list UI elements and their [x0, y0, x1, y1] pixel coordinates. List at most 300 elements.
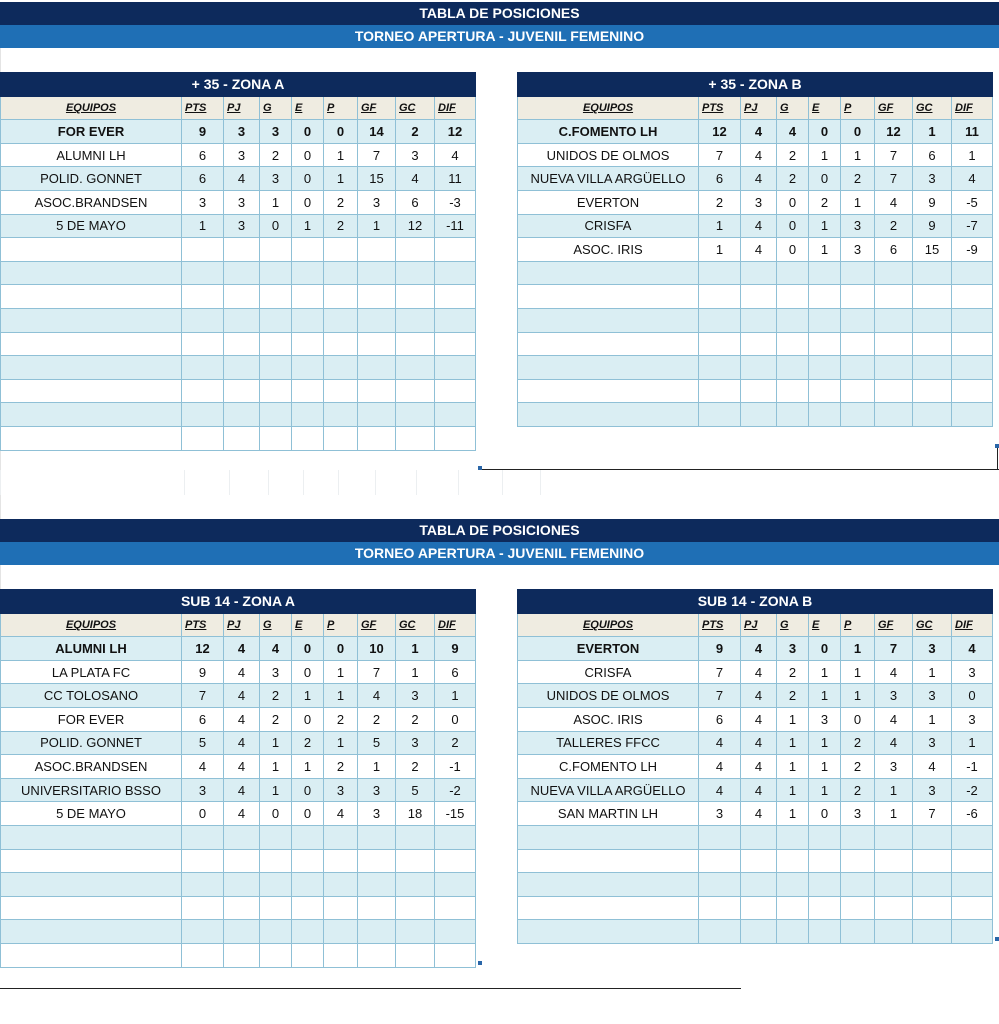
- cell-e[interactable]: [292, 943, 324, 967]
- cell-gc[interactable]: 2: [396, 120, 435, 144]
- cell-team[interactable]: ASOC. IRIS: [518, 238, 699, 262]
- cell-gc[interactable]: [913, 873, 952, 897]
- cell-p[interactable]: [324, 825, 358, 849]
- cell-pj[interactable]: [741, 261, 777, 285]
- cell-pj[interactable]: [224, 403, 260, 427]
- cell-g[interactable]: 3: [260, 120, 292, 144]
- cell-g[interactable]: [777, 308, 809, 332]
- cell-pts[interactable]: 5: [182, 731, 224, 755]
- cell-p[interactable]: 1: [841, 660, 875, 684]
- cell-pj[interactable]: 4: [741, 778, 777, 802]
- cell-team[interactable]: EVERTON: [518, 637, 699, 661]
- cell-p[interactable]: 1: [324, 167, 358, 191]
- cell-g[interactable]: [777, 332, 809, 356]
- cell-dif[interactable]: [435, 308, 476, 332]
- cell-e[interactable]: [809, 379, 841, 403]
- cell-pts[interactable]: 7: [699, 143, 741, 167]
- cell-gf[interactable]: [358, 943, 396, 967]
- cell-g[interactable]: [777, 356, 809, 380]
- cell-team[interactable]: ASOC.BRANDSEN: [1, 755, 182, 779]
- cell-pts[interactable]: 1: [182, 214, 224, 238]
- cell-dif[interactable]: -9: [952, 238, 993, 262]
- cell-gc[interactable]: [913, 285, 952, 309]
- cell-dif[interactable]: 2: [435, 731, 476, 755]
- cell-pj[interactable]: 4: [741, 167, 777, 191]
- cell-g[interactable]: [260, 308, 292, 332]
- cell-gf[interactable]: [875, 308, 913, 332]
- cell-pts[interactable]: 1: [699, 214, 741, 238]
- cell-gf[interactable]: 7: [358, 660, 396, 684]
- cell-team[interactable]: [1, 308, 182, 332]
- cell-gc[interactable]: [396, 238, 435, 262]
- cell-team[interactable]: EVERTON: [518, 190, 699, 214]
- cell-p[interactable]: [324, 849, 358, 873]
- cell-e[interactable]: 0: [292, 167, 324, 191]
- column-header-pj[interactable]: PJ: [741, 613, 777, 637]
- cell-e[interactable]: [292, 238, 324, 262]
- cell-pj[interactable]: 4: [224, 731, 260, 755]
- cell-gf[interactable]: 14: [358, 120, 396, 144]
- cell-gc[interactable]: 3: [913, 731, 952, 755]
- cell-e[interactable]: 2: [292, 731, 324, 755]
- cell-gf[interactable]: [358, 403, 396, 427]
- cell-pj[interactable]: [741, 849, 777, 873]
- cell-gf[interactable]: 3: [358, 778, 396, 802]
- cell-gf[interactable]: [875, 403, 913, 427]
- cell-p[interactable]: [324, 379, 358, 403]
- cell-pts[interactable]: 3: [182, 778, 224, 802]
- cell-g[interactable]: 2: [777, 660, 809, 684]
- cell-team[interactable]: UNIVERSITARIO BSSO: [1, 778, 182, 802]
- cell-pts[interactable]: 7: [699, 660, 741, 684]
- cell-e[interactable]: [292, 873, 324, 897]
- cell-p[interactable]: [841, 849, 875, 873]
- cell-dif[interactable]: 6: [435, 660, 476, 684]
- cell-e[interactable]: 0: [292, 637, 324, 661]
- cell-gc[interactable]: [913, 379, 952, 403]
- column-header-e[interactable]: E: [292, 96, 324, 120]
- column-header-dif[interactable]: DIF: [952, 613, 993, 637]
- cell-dif[interactable]: [435, 379, 476, 403]
- cell-p[interactable]: [841, 896, 875, 920]
- cell-pts[interactable]: 12: [699, 120, 741, 144]
- column-header-pj[interactable]: PJ: [224, 613, 260, 637]
- cell-pts[interactable]: 6: [699, 707, 741, 731]
- cell-e[interactable]: 1: [809, 731, 841, 755]
- cell-team[interactable]: FOR EVER: [1, 120, 182, 144]
- cell-gc[interactable]: [396, 403, 435, 427]
- cell-gc[interactable]: [913, 896, 952, 920]
- cell-p[interactable]: 2: [324, 190, 358, 214]
- cell-pts[interactable]: 4: [699, 778, 741, 802]
- cell-pj[interactable]: [224, 379, 260, 403]
- cell-e[interactable]: 1: [292, 214, 324, 238]
- column-header-gf[interactable]: GF: [875, 96, 913, 120]
- cell-dif[interactable]: [952, 356, 993, 380]
- cell-gf[interactable]: 7: [875, 637, 913, 661]
- cell-g[interactable]: [260, 849, 292, 873]
- cell-pts[interactable]: [182, 238, 224, 262]
- cell-pj[interactable]: [224, 943, 260, 967]
- cell-pj[interactable]: 4: [224, 660, 260, 684]
- cell-pts[interactable]: 9: [182, 120, 224, 144]
- cell-team[interactable]: [1, 849, 182, 873]
- cell-p[interactable]: [324, 332, 358, 356]
- cell-gf[interactable]: [358, 308, 396, 332]
- cell-pts[interactable]: 9: [182, 660, 224, 684]
- cell-gc[interactable]: [396, 332, 435, 356]
- cell-pts[interactable]: [182, 308, 224, 332]
- cell-g[interactable]: [260, 920, 292, 944]
- cell-pts[interactable]: [182, 285, 224, 309]
- cell-p[interactable]: [324, 238, 358, 262]
- column-header-e[interactable]: E: [809, 613, 841, 637]
- cell-p[interactable]: [841, 285, 875, 309]
- cell-pts[interactable]: [182, 943, 224, 967]
- cell-g[interactable]: [260, 873, 292, 897]
- cell-pj[interactable]: [224, 285, 260, 309]
- cell-p[interactable]: [324, 356, 358, 380]
- cell-pts[interactable]: 1: [699, 238, 741, 262]
- cell-team[interactable]: [518, 379, 699, 403]
- cell-gf[interactable]: [358, 825, 396, 849]
- cell-g[interactable]: [260, 943, 292, 967]
- column-header-g[interactable]: G: [260, 96, 292, 120]
- cell-p[interactable]: 2: [324, 755, 358, 779]
- cell-gc[interactable]: [396, 379, 435, 403]
- cell-gf[interactable]: 1: [358, 214, 396, 238]
- cell-dif[interactable]: -3: [435, 190, 476, 214]
- cell-pj[interactable]: 3: [224, 190, 260, 214]
- cell-e[interactable]: [292, 308, 324, 332]
- cell-e[interactable]: [292, 849, 324, 873]
- column-header-gf[interactable]: GF: [875, 613, 913, 637]
- cell-dif[interactable]: [435, 873, 476, 897]
- cell-pts[interactable]: 3: [182, 190, 224, 214]
- cell-g[interactable]: 0: [777, 238, 809, 262]
- cell-g[interactable]: [777, 920, 809, 944]
- cell-pj[interactable]: [741, 285, 777, 309]
- cell-team[interactable]: [518, 920, 699, 944]
- cell-gc[interactable]: 4: [396, 167, 435, 191]
- cell-team[interactable]: [1, 356, 182, 380]
- cell-pj[interactable]: [224, 873, 260, 897]
- cell-gc[interactable]: 1: [913, 707, 952, 731]
- cell-e[interactable]: [292, 285, 324, 309]
- column-header-p[interactable]: P: [841, 96, 875, 120]
- cell-gf[interactable]: [875, 379, 913, 403]
- cell-team[interactable]: ASOC. IRIS: [518, 707, 699, 731]
- cell-gc[interactable]: 1: [396, 660, 435, 684]
- column-header-p[interactable]: P: [324, 96, 358, 120]
- cell-pj[interactable]: 4: [741, 143, 777, 167]
- cell-dif[interactable]: -15: [435, 802, 476, 826]
- cell-p[interactable]: 0: [841, 707, 875, 731]
- cell-dif[interactable]: 11: [952, 120, 993, 144]
- cell-p[interactable]: [841, 332, 875, 356]
- cell-gc[interactable]: [913, 403, 952, 427]
- cell-dif[interactable]: [435, 849, 476, 873]
- cell-team[interactable]: FOR EVER: [1, 707, 182, 731]
- cell-g[interactable]: 1: [777, 778, 809, 802]
- cell-gf[interactable]: 7: [358, 143, 396, 167]
- cell-dif[interactable]: [435, 896, 476, 920]
- cell-team[interactable]: CC TOLOSANO: [1, 684, 182, 708]
- cell-dif[interactable]: -1: [952, 755, 993, 779]
- cell-pts[interactable]: [182, 426, 224, 450]
- cell-pj[interactable]: [741, 873, 777, 897]
- cell-pj[interactable]: [741, 308, 777, 332]
- cell-dif[interactable]: [435, 238, 476, 262]
- cell-dif[interactable]: [952, 825, 993, 849]
- cell-pj[interactable]: [224, 238, 260, 262]
- cell-gc[interactable]: [913, 356, 952, 380]
- cell-dif[interactable]: [952, 896, 993, 920]
- cell-gc[interactable]: [396, 261, 435, 285]
- cell-p[interactable]: 1: [841, 190, 875, 214]
- cell-g[interactable]: 3: [260, 660, 292, 684]
- cell-e[interactable]: 1: [292, 684, 324, 708]
- column-header-pts[interactable]: PTS: [182, 96, 224, 120]
- cell-gc[interactable]: 9: [913, 214, 952, 238]
- cell-p[interactable]: 1: [841, 637, 875, 661]
- cell-g[interactable]: [777, 825, 809, 849]
- cell-g[interactable]: [260, 825, 292, 849]
- cell-p[interactable]: 1: [841, 684, 875, 708]
- cell-gf[interactable]: [875, 920, 913, 944]
- cell-e[interactable]: 2: [809, 190, 841, 214]
- cell-dif[interactable]: -1: [435, 755, 476, 779]
- cell-e[interactable]: [809, 308, 841, 332]
- cell-pts[interactable]: 4: [699, 755, 741, 779]
- cell-gc[interactable]: [913, 332, 952, 356]
- cell-e[interactable]: [809, 849, 841, 873]
- cell-pts[interactable]: [699, 332, 741, 356]
- cell-g[interactable]: 2: [777, 167, 809, 191]
- cell-gf[interactable]: [875, 332, 913, 356]
- cell-team[interactable]: [1, 426, 182, 450]
- cell-dif[interactable]: -11: [435, 214, 476, 238]
- cell-gf[interactable]: 3: [358, 802, 396, 826]
- cell-pts[interactable]: 6: [182, 167, 224, 191]
- cell-e[interactable]: 0: [809, 167, 841, 191]
- cell-gc[interactable]: [913, 308, 952, 332]
- cell-gf[interactable]: 6: [875, 238, 913, 262]
- cell-pts[interactable]: 4: [182, 755, 224, 779]
- cell-e[interactable]: 0: [292, 660, 324, 684]
- cell-gc[interactable]: [913, 825, 952, 849]
- cell-pj[interactable]: 4: [741, 755, 777, 779]
- cell-pj[interactable]: 4: [741, 214, 777, 238]
- cell-pts[interactable]: [699, 920, 741, 944]
- cell-team[interactable]: CRISFA: [518, 214, 699, 238]
- cell-e[interactable]: [292, 403, 324, 427]
- cell-g[interactable]: 2: [260, 143, 292, 167]
- cell-g[interactable]: 3: [260, 167, 292, 191]
- cell-g[interactable]: 1: [777, 707, 809, 731]
- cell-p[interactable]: [841, 308, 875, 332]
- cell-team[interactable]: UNIDOS DE OLMOS: [518, 684, 699, 708]
- cell-gc[interactable]: 4: [913, 755, 952, 779]
- column-header-team[interactable]: EQUIPOS: [518, 613, 699, 637]
- selection-handle-icon[interactable]: [478, 961, 482, 965]
- cell-gc[interactable]: 2: [396, 755, 435, 779]
- cell-pj[interactable]: [741, 332, 777, 356]
- cell-team[interactable]: CRISFA: [518, 660, 699, 684]
- cell-gc[interactable]: 3: [396, 684, 435, 708]
- cell-gc[interactable]: 1: [913, 120, 952, 144]
- cell-gf[interactable]: 12: [875, 120, 913, 144]
- cell-gc[interactable]: 3: [913, 684, 952, 708]
- cell-pts[interactable]: [182, 896, 224, 920]
- cell-pts[interactable]: [182, 332, 224, 356]
- cell-dif[interactable]: [435, 285, 476, 309]
- cell-team[interactable]: [1, 379, 182, 403]
- cell-gc[interactable]: 6: [913, 143, 952, 167]
- column-header-pj[interactable]: PJ: [741, 96, 777, 120]
- cell-team[interactable]: [1, 873, 182, 897]
- cell-pj[interactable]: [741, 825, 777, 849]
- cell-p[interactable]: 2: [841, 731, 875, 755]
- cell-pj[interactable]: 4: [741, 731, 777, 755]
- cell-g[interactable]: [260, 379, 292, 403]
- cell-g[interactable]: 1: [260, 778, 292, 802]
- cell-team[interactable]: [518, 332, 699, 356]
- cell-dif[interactable]: 1: [952, 731, 993, 755]
- cell-p[interactable]: 3: [841, 238, 875, 262]
- cell-gf[interactable]: [358, 920, 396, 944]
- cell-dif[interactable]: [952, 285, 993, 309]
- cell-gc[interactable]: [396, 849, 435, 873]
- cell-pj[interactable]: [741, 896, 777, 920]
- cell-e[interactable]: 0: [292, 778, 324, 802]
- cell-p[interactable]: [324, 896, 358, 920]
- cell-pts[interactable]: [699, 825, 741, 849]
- cell-p[interactable]: 1: [324, 731, 358, 755]
- selection-handle-icon[interactable]: [995, 937, 999, 941]
- column-header-pts[interactable]: PTS: [182, 613, 224, 637]
- cell-gf[interactable]: [358, 849, 396, 873]
- cell-p[interactable]: 1: [324, 684, 358, 708]
- column-header-gc[interactable]: GC: [396, 96, 435, 120]
- cell-pj[interactable]: [224, 356, 260, 380]
- cell-gf[interactable]: 4: [875, 190, 913, 214]
- cell-pj[interactable]: [224, 426, 260, 450]
- cell-pj[interactable]: 4: [741, 660, 777, 684]
- cell-g[interactable]: 0: [777, 190, 809, 214]
- cell-g[interactable]: [777, 896, 809, 920]
- cell-pts[interactable]: 12: [182, 637, 224, 661]
- cell-g[interactable]: [260, 238, 292, 262]
- cell-pts[interactable]: 6: [182, 707, 224, 731]
- cell-e[interactable]: 1: [809, 660, 841, 684]
- cell-pj[interactable]: 3: [741, 190, 777, 214]
- cell-pts[interactable]: [182, 920, 224, 944]
- cell-pts[interactable]: 9: [699, 637, 741, 661]
- cell-p[interactable]: 0: [324, 120, 358, 144]
- cell-gc[interactable]: [396, 920, 435, 944]
- cell-g[interactable]: 1: [260, 190, 292, 214]
- cell-p[interactable]: [324, 943, 358, 967]
- cell-dif[interactable]: 1: [435, 684, 476, 708]
- cell-gc[interactable]: 3: [913, 778, 952, 802]
- cell-team[interactable]: [518, 403, 699, 427]
- cell-e[interactable]: [809, 896, 841, 920]
- cell-pj[interactable]: 4: [224, 167, 260, 191]
- cell-g[interactable]: 1: [260, 755, 292, 779]
- column-header-dif[interactable]: DIF: [952, 96, 993, 120]
- cell-gf[interactable]: 4: [875, 707, 913, 731]
- cell-p[interactable]: 1: [841, 143, 875, 167]
- cell-pj[interactable]: 4: [741, 120, 777, 144]
- cell-e[interactable]: 1: [809, 778, 841, 802]
- cell-team[interactable]: POLID. GONNET: [1, 167, 182, 191]
- cell-pj[interactable]: 4: [741, 707, 777, 731]
- cell-g[interactable]: 3: [777, 637, 809, 661]
- cell-pj[interactable]: 4: [224, 755, 260, 779]
- column-header-pj[interactable]: PJ: [224, 96, 260, 120]
- cell-g[interactable]: [260, 403, 292, 427]
- cell-p[interactable]: [841, 825, 875, 849]
- cell-gf[interactable]: 7: [875, 143, 913, 167]
- column-header-gc[interactable]: GC: [913, 96, 952, 120]
- cell-gf[interactable]: [358, 285, 396, 309]
- cell-g[interactable]: [260, 332, 292, 356]
- column-header-g[interactable]: G: [260, 613, 292, 637]
- cell-team[interactable]: [1, 825, 182, 849]
- cell-pts[interactable]: [699, 308, 741, 332]
- cell-gf[interactable]: 4: [875, 731, 913, 755]
- cell-team[interactable]: [518, 873, 699, 897]
- cell-pts[interactable]: [699, 379, 741, 403]
- cell-pj[interactable]: 3: [224, 214, 260, 238]
- cell-g[interactable]: [260, 426, 292, 450]
- cell-p[interactable]: [324, 920, 358, 944]
- cell-e[interactable]: [809, 403, 841, 427]
- column-header-gc[interactable]: GC: [913, 613, 952, 637]
- cell-e[interactable]: 0: [809, 802, 841, 826]
- cell-gf[interactable]: 3: [875, 684, 913, 708]
- cell-gf[interactable]: [875, 356, 913, 380]
- cell-e[interactable]: 0: [292, 802, 324, 826]
- cell-team[interactable]: 5 DE MAYO: [1, 214, 182, 238]
- cell-gf[interactable]: [358, 426, 396, 450]
- cell-pts[interactable]: 2: [699, 190, 741, 214]
- cell-e[interactable]: [809, 332, 841, 356]
- cell-gc[interactable]: 3: [913, 637, 952, 661]
- cell-gf[interactable]: 4: [358, 684, 396, 708]
- cell-gc[interactable]: 5: [396, 778, 435, 802]
- cell-p[interactable]: [324, 308, 358, 332]
- cell-team[interactable]: [1, 332, 182, 356]
- cell-pts[interactable]: [182, 873, 224, 897]
- cell-dif[interactable]: 3: [952, 707, 993, 731]
- cell-e[interactable]: [292, 261, 324, 285]
- cell-e[interactable]: 1: [809, 214, 841, 238]
- cell-dif[interactable]: [952, 308, 993, 332]
- cell-team[interactable]: LA PLATA FC: [1, 660, 182, 684]
- cell-team[interactable]: [1, 285, 182, 309]
- cell-pj[interactable]: 4: [741, 802, 777, 826]
- cell-e[interactable]: 0: [292, 120, 324, 144]
- cell-p[interactable]: 1: [324, 143, 358, 167]
- cell-dif[interactable]: 4: [952, 637, 993, 661]
- cell-pts[interactable]: 3: [699, 802, 741, 826]
- cell-e[interactable]: 1: [809, 143, 841, 167]
- cell-pj[interactable]: [741, 403, 777, 427]
- cell-p[interactable]: [841, 379, 875, 403]
- cell-p[interactable]: 2: [324, 707, 358, 731]
